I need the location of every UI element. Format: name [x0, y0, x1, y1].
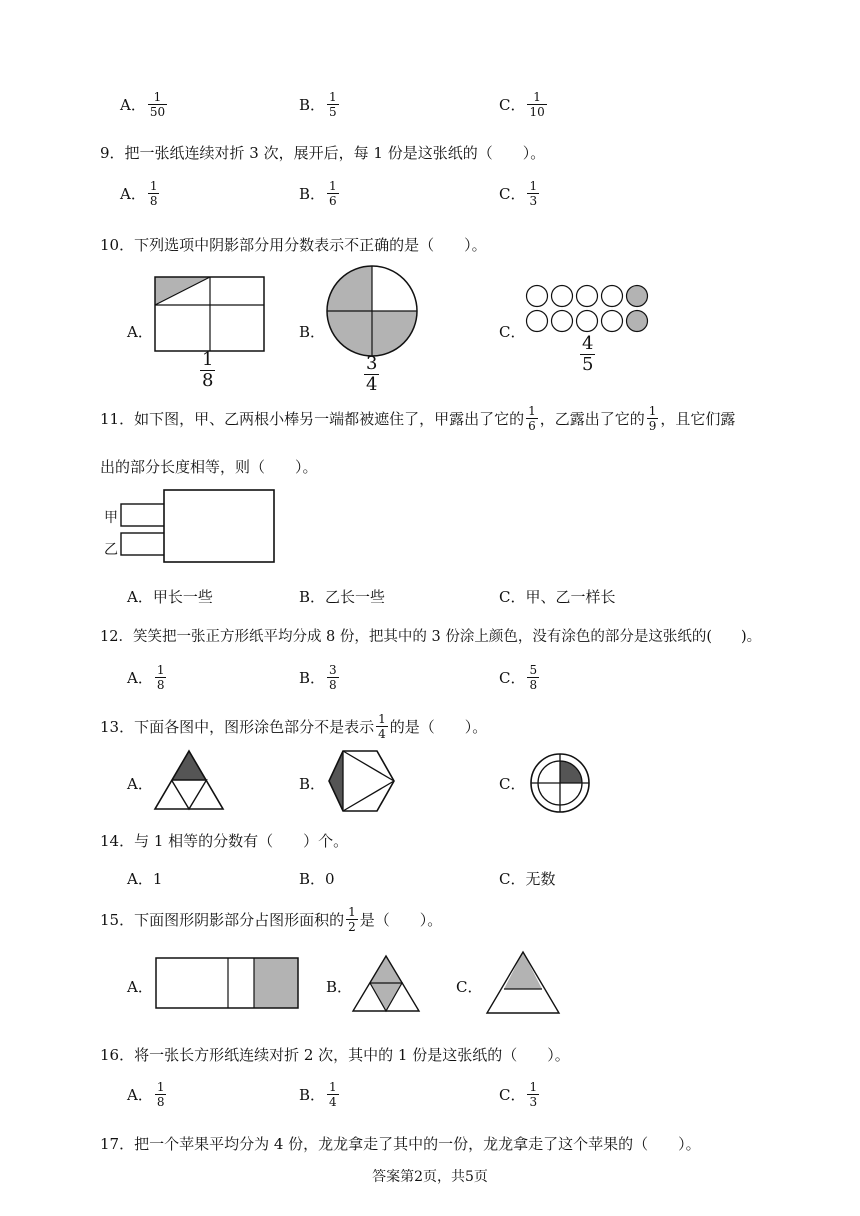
fraction: $\frac{1}{3}$	[529, 179, 538, 208]
q10-option-a-fraction: $\frac{1}{8}$	[202, 349, 214, 391]
q9-option-c: C． $\frac{1}{3}$	[499, 179, 538, 208]
q13-triangle-figure	[153, 748, 225, 812]
q10-circles-figure	[525, 284, 653, 334]
q14-option-a: A．1	[127, 870, 163, 888]
q11-option-c: C．甲、乙一样长	[499, 588, 616, 606]
q16-option-b: B． $\frac{1}{4}$	[299, 1080, 337, 1109]
q9-text: 9．把一张纸连续对折 3 次，展开后，每 1 份是这张纸的（ ）。	[100, 144, 546, 162]
q15-rectangle-figure	[154, 956, 302, 1010]
fraction: $\frac{1}{3}$	[529, 1080, 538, 1109]
fraction: $\frac{1}{5}$	[329, 90, 337, 119]
q8-option-b: B． $\frac{1}{5}$	[299, 90, 337, 119]
q12-option-b: B． $\frac{3}{8}$	[299, 663, 337, 692]
fraction: $\frac{1}{9}$	[648, 404, 657, 433]
q16-option-a: A． $\frac{1}{8}$	[127, 1080, 165, 1109]
fraction: $\frac{1}{8}$	[149, 179, 158, 208]
q8-option-a: A． $\frac{1}{50}$	[120, 90, 166, 119]
q11-label-yi: 乙	[104, 542, 118, 558]
q11-text-line1: 11．如下图，甲、乙两根小棒另一端都被遮住了，甲露出了它的 $\frac{1}{6}$ ，乙露出了它的 $\frac{1}{9}$ ，且它们露	[100, 404, 736, 433]
q10-option-b-fraction: $\frac{3}{4}$	[366, 353, 378, 395]
q10-option-c-fraction: $\frac{4}{5}$	[582, 333, 594, 375]
q11-option-b: B．乙长一些	[299, 588, 386, 606]
q11-label-jia: 甲	[104, 510, 118, 526]
fraction: $\frac{1}{8}$	[156, 1080, 165, 1109]
fraction: $\frac{1}{8}$	[156, 663, 165, 692]
q12-text: 12．笑笑把一张正方形纸平均分成 8 份，把其中的 3 份涂上颜色，没有涂色的部分是这张纸的( )。	[100, 629, 762, 645]
q14-text: 14．与 1 相等的分数有（ ）个。	[100, 832, 349, 850]
q13-text: 13．下面各图中，图形涂色部分不是表示 $\frac{1}{4}$ 的是（ ）。	[100, 712, 488, 741]
fraction: $\frac{1}{6}$	[528, 404, 536, 433]
q13-option-a-letter: A．	[127, 775, 153, 793]
q11-option-a: A．甲长一些	[127, 588, 213, 606]
fraction: $\frac{1}{10}$	[529, 90, 545, 119]
q12-option-a: A． $\frac{1}{8}$	[127, 663, 165, 692]
fraction: $\frac{1}{4}$	[378, 712, 386, 741]
q10-option-b-letter: B．	[299, 323, 326, 341]
q13-hexagon-figure	[325, 748, 397, 814]
q8-option-c: C． $\frac{1}{10}$	[499, 90, 545, 119]
q14-option-b: B．0	[299, 870, 335, 888]
fraction: $\frac{1}{6}$	[329, 179, 337, 208]
fraction: $\frac{1}{2}$	[348, 905, 356, 934]
q10-rectangle-figure	[153, 275, 267, 355]
q10-circle-figure	[325, 264, 419, 358]
q13-option-b-letter: B．	[299, 775, 326, 793]
page-footer: 答案第2页，共5页	[372, 1169, 488, 1185]
fraction: $\frac{5}{8}$	[529, 663, 538, 692]
q15-option-a-letter: A．	[127, 978, 153, 996]
q10-text: 10．下列选项中阴影部分用分数表示不正确的是（ ）。	[100, 236, 487, 254]
q15-triangle-figure	[351, 954, 421, 1014]
q15-text: 15．下面图形阴影部分占图形面积的 $\frac{1}{2}$ 是（ ）。	[100, 905, 443, 934]
q9-option-b: B． $\frac{1}{6}$	[299, 179, 337, 208]
q15-trapezoid-figure	[484, 950, 562, 1016]
fraction: $\frac{1}{4}$	[329, 1080, 337, 1109]
q15-option-b-letter: B．	[326, 978, 353, 996]
q16-text: 16．将一张长方形纸连续对折 2 次，其中的 1 份是这张纸的（ ）。	[100, 1046, 570, 1064]
fraction: $\frac{3}{8}$	[329, 663, 337, 692]
q16-option-c: C． $\frac{1}{3}$	[499, 1080, 538, 1109]
q15-option-c-letter: C．	[456, 978, 483, 996]
q11-sticks-figure	[120, 488, 278, 564]
q10-option-a-letter: A．	[127, 323, 153, 341]
q9-option-a: A． $\frac{1}{8}$	[120, 179, 158, 208]
q10-option-c-letter: C．	[499, 323, 526, 341]
q13-circle-figure	[526, 752, 594, 814]
fraction: $\frac{1}{50}$	[149, 90, 166, 119]
q11-text-line2: 出的部分长度相等，则（ ）。	[100, 458, 318, 476]
q12-option-c: C． $\frac{5}{8}$	[499, 663, 538, 692]
q17-text: 17．把一个苹果平均分为 4 份，龙龙拿走了其中的一份，龙龙拿走了这个苹果的（ ）。	[100, 1135, 701, 1153]
q13-option-c-letter: C．	[499, 775, 526, 793]
q14-option-c: C．无数	[499, 870, 556, 888]
